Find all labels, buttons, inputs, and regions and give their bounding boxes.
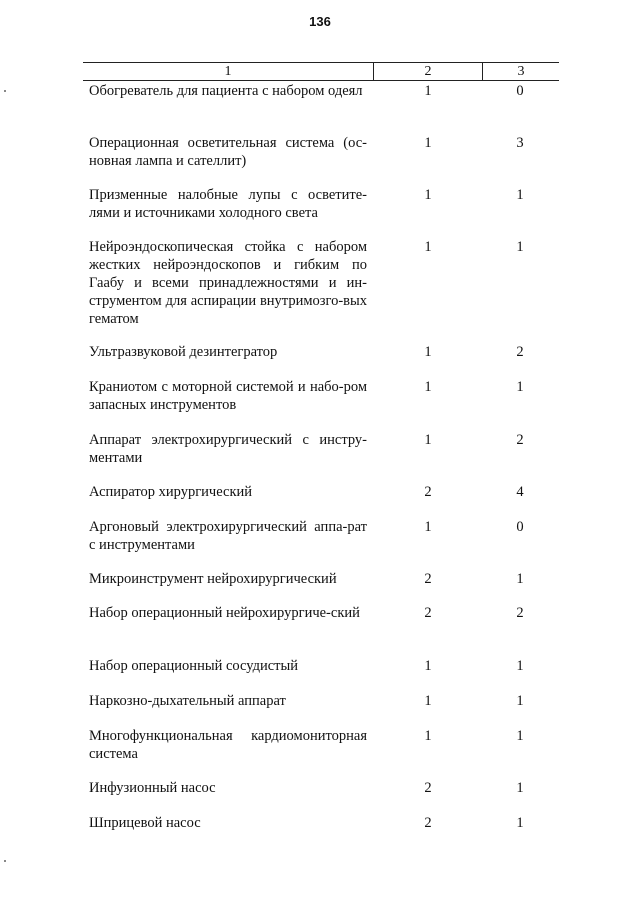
header-col-3: 3 <box>517 64 525 79</box>
quantity-col-2: 1 <box>424 519 432 535</box>
quantity-col-3: 2 <box>516 432 524 448</box>
equipment-name: Набор операционный нейрохирургиче-ский <box>89 605 360 621</box>
equipment-name: Нейроэндоскопическая стойка с набором жестких нейроэндоскопов и гибким по Гаабу и всеми принадлежностями и ин-струментом для аспирации внутримозго-вых гематом <box>89 239 367 327</box>
quantity-col-3: 0 <box>516 519 524 535</box>
quantity-col-3: 1 <box>516 728 524 744</box>
equipment-name: Операционная осветительная система (ос-новная лампа и сателлит) <box>89 135 367 169</box>
quantity-col-2: 2 <box>424 780 432 796</box>
quantity-col-3: 3 <box>516 135 524 151</box>
equipment-name: Ультразвуковой дезинтегратор <box>89 344 278 360</box>
quantity-col-3: 1 <box>516 815 524 831</box>
equipment-name: Набор операционный сосудистый <box>89 658 298 674</box>
quantity-col-3: 1 <box>516 239 524 255</box>
quantity-col-2: 1 <box>424 693 432 709</box>
quantity-col-2: 2 <box>424 815 432 831</box>
quantity-col-2: 1 <box>424 239 432 255</box>
scan-speck <box>4 90 6 92</box>
quantity-col-3: 1 <box>516 658 524 674</box>
equipment-name: Краниотом с моторной системой и набо-ром запасных инструментов <box>89 379 367 413</box>
quantity-col-2: 1 <box>424 432 432 448</box>
quantity-col-2: 1 <box>424 83 432 99</box>
equipment-name: Микроинструмент нейрохирургический <box>89 571 337 587</box>
quantity-col-3: 1 <box>516 780 524 796</box>
quantity-col-3: 1 <box>516 571 524 587</box>
quantity-col-2: 2 <box>424 484 432 500</box>
quantity-col-3: 1 <box>516 187 524 203</box>
quantity-col-2: 2 <box>424 605 432 621</box>
equipment-name: Аспиратор хирургический <box>89 484 253 500</box>
quantity-col-3: 2 <box>516 344 524 360</box>
equipment-name: Обогреватель для пациента с набором одеял <box>89 83 363 99</box>
quantity-col-2: 2 <box>424 571 432 587</box>
quantity-col-3: 0 <box>516 83 524 99</box>
quantity-col-3: 4 <box>516 484 524 500</box>
equipment-name: Шприцевой насос <box>89 815 201 831</box>
quantity-col-2: 1 <box>424 379 432 395</box>
equipment-name: Многофункциональная кардиомониторная система <box>89 728 367 762</box>
page-number: 136 <box>309 14 331 29</box>
quantity-col-3: 1 <box>516 693 524 709</box>
equipment-name: Аргоновый электрохирургический аппа-рат с инструментами <box>89 519 367 553</box>
quantity-col-2: 1 <box>424 187 432 203</box>
equipment-name: Аппарат электрохирургический с инстру-ментами <box>89 432 367 466</box>
quantity-col-2: 1 <box>424 728 432 744</box>
quantity-col-3: 2 <box>516 605 524 621</box>
header-col-2: 2 <box>424 64 432 79</box>
quantity-col-2: 1 <box>424 658 432 674</box>
equipment-name: Наркозно-дыхательный аппарат <box>89 693 286 709</box>
quantity-col-2: 1 <box>424 344 432 360</box>
quantity-col-2: 1 <box>424 135 432 151</box>
equipment-name: Призменные налобные лупы с осветите-лями и источниками холодного света <box>89 187 367 221</box>
scan-speck <box>4 860 6 862</box>
quantity-col-3: 1 <box>516 379 524 395</box>
header-col-1: 1 <box>224 64 232 79</box>
equipment-name: Инфузионный насос <box>89 780 216 796</box>
